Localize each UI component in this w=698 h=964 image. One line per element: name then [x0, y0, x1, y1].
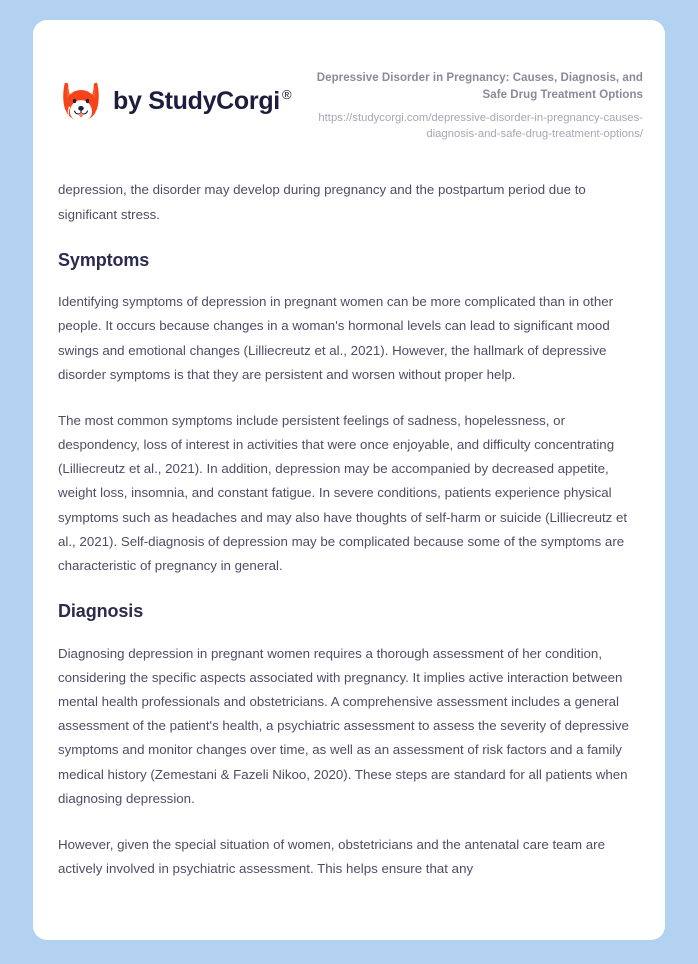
diagnosis-paragraph-2: However, given the special situation of women, obstetricians and the antenatal care team are actively involved in psychiatric assessment. This helps ensure that any: [58, 836, 605, 877]
brand-name-text: by StudyCorgi: [113, 86, 280, 115]
section-heading-symptoms: Symptoms: [58, 249, 150, 270]
brand-wordmark: [113, 86, 292, 115]
diagnosis-paragraph-1: Diagnosing depression in pregnant women requires a thorough assessment of her condition, considering the specific aspects associated with pregnancy. It implies active interaction between mental health professionals and obstetricians. A comprehensive assessment includes a general assessment of the patient's health, a psychiatric assessment to assess the severity of depressive symptoms and monitor changes over time, as well as an assessment of risk factors and a family medical history (Zemestani & Fazeli Nikoo, 2020). These steps are standard for all patients when diagnosing depression.: [58, 645, 629, 806]
document-header: [33, 20, 665, 142]
intro-paragraph: depression, the disorder may develop during pregnancy and the postpartum period due to significant stress.: [58, 182, 586, 222]
studycorgi-brand: [58, 68, 292, 124]
registered-trademark-icon: ®: [281, 86, 292, 102]
symptoms-paragraph-2: The most common symptoms include persistent feelings of sadness, hopelessness, or despondency, loss of interest in activities that were once enjoyable, and difficulty concentrating (Lilliecreutz et al., 2021). In addition, depression may be accompanied by decreased appetite, weight loss, insomnia, and constant fatigue. In severe conditions, patients experience physical symptoms such as headaches and may also have thoughts of self-harm or suicide (Lilliecreutz et al., 2021). Self-diagnosis of depression may be complicated because some of the symptoms are characteristic of pregnancy in general.: [58, 412, 628, 574]
symptoms-paragraph-1: Identifying symptoms of depression in pregnant women can be more complicated than in other people. It occurs because changes in a woman's hormonal levels can lead to significant mood swings and emotional changes (Lilliecreutz et al., 2021). However, the hallmark of depressive disorder symptoms is that they are persistent and worsen without proper help.: [58, 294, 614, 382]
section-heading-diagnosis: Diagnosis: [58, 601, 144, 622]
document-meta: [289, 68, 643, 142]
document-title: Depressive Disorder in Pregnancy: Causes, Diagnosis, and Safe Drug Treatment Options: [316, 72, 643, 101]
document-page-card: [33, 20, 665, 940]
corgi-head-icon: [58, 78, 104, 124]
document-body: [33, 178, 665, 881]
document-source-url: https://studycorgi.com/depressive-disorder-in-pregnancy-causes-diagnosis-and-safe-drug-treatment-options/: [318, 112, 643, 141]
